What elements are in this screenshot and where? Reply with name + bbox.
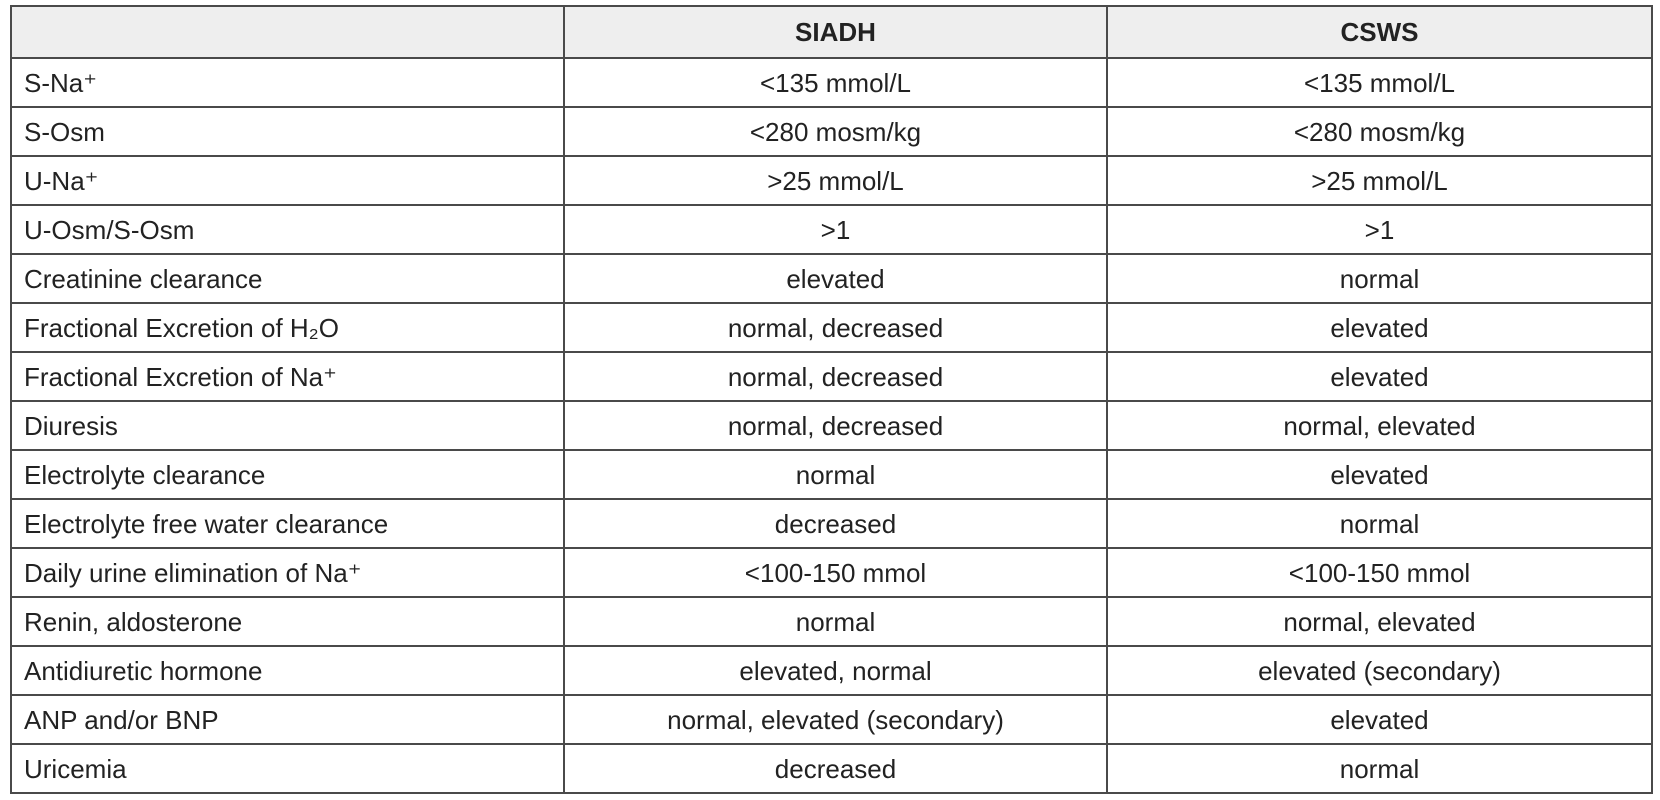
- table-row: [11, 156, 1652, 205]
- row-csws-cell: <135 mmol/L: [1107, 58, 1652, 107]
- row-siadh-cell: normal, decreased: [564, 401, 1107, 450]
- header-siadh: SIADH: [564, 6, 1107, 58]
- table-row: [11, 58, 1652, 107]
- table-row: [11, 744, 1652, 793]
- table-body: [11, 58, 1652, 793]
- row-siadh-cell: >25 mmol/L: [564, 156, 1107, 205]
- row-parameter-cell: Fractional Excretion of H₂O: [11, 303, 564, 352]
- table-row: [11, 499, 1652, 548]
- table-row: [11, 646, 1652, 695]
- row-parameter-cell: Electrolyte clearance: [11, 450, 564, 499]
- header-csws: CSWS: [1107, 6, 1652, 58]
- row-csws-cell: elevated: [1107, 352, 1652, 401]
- row-csws-cell: >25 mmol/L: [1107, 156, 1652, 205]
- table-row: [11, 450, 1652, 499]
- row-siadh-cell: <100-150 mmol: [564, 548, 1107, 597]
- row-siadh-cell: decreased: [564, 499, 1107, 548]
- row-csws-cell: normal: [1107, 744, 1652, 793]
- table-row: [11, 303, 1652, 352]
- row-parameter-cell: Daily urine elimination of Na⁺: [11, 548, 564, 597]
- table-row: [11, 352, 1652, 401]
- row-csws-cell: elevated (secondary): [1107, 646, 1652, 695]
- row-siadh-cell: normal: [564, 450, 1107, 499]
- row-csws-cell: elevated: [1107, 695, 1652, 744]
- row-parameter-cell: Fractional Excretion of Na⁺: [11, 352, 564, 401]
- table-row: [11, 205, 1652, 254]
- header-row: [11, 6, 1652, 58]
- row-siadh-cell: <135 mmol/L: [564, 58, 1107, 107]
- table-row: [11, 254, 1652, 303]
- row-parameter-cell: Renin, aldosterone: [11, 597, 564, 646]
- row-parameter-cell: ANP and/or BNP: [11, 695, 564, 744]
- row-csws-cell: elevated: [1107, 303, 1652, 352]
- table-row: [11, 548, 1652, 597]
- row-siadh-cell: <280 mosm/kg: [564, 107, 1107, 156]
- row-csws-cell: elevated: [1107, 450, 1652, 499]
- table-row: [11, 401, 1652, 450]
- row-csws-cell: normal, elevated: [1107, 401, 1652, 450]
- table-row: [11, 597, 1652, 646]
- row-siadh-cell: normal, decreased: [564, 303, 1107, 352]
- table-row: [11, 107, 1652, 156]
- row-siadh-cell: normal: [564, 597, 1107, 646]
- row-parameter-cell: Diuresis: [11, 401, 564, 450]
- row-parameter-cell: U-Osm/S-Osm: [11, 205, 564, 254]
- row-siadh-cell: decreased: [564, 744, 1107, 793]
- row-csws-cell: <280 mosm/kg: [1107, 107, 1652, 156]
- row-parameter-cell: U-Na⁺: [11, 156, 564, 205]
- row-siadh-cell: normal, elevated (secondary): [564, 695, 1107, 744]
- row-csws-cell: normal, elevated: [1107, 597, 1652, 646]
- row-parameter-cell: Creatinine clearance: [11, 254, 564, 303]
- header-parameter: [11, 6, 564, 58]
- row-csws-cell: normal: [1107, 254, 1652, 303]
- comparison-table-container: [10, 5, 1651, 794]
- row-csws-cell: >1: [1107, 205, 1652, 254]
- row-parameter-cell: Antidiuretic hormone: [11, 646, 564, 695]
- row-siadh-cell: normal, decreased: [564, 352, 1107, 401]
- row-parameter-cell: S-Osm: [11, 107, 564, 156]
- row-csws-cell: normal: [1107, 499, 1652, 548]
- row-siadh-cell: elevated: [564, 254, 1107, 303]
- row-siadh-cell: elevated, normal: [564, 646, 1107, 695]
- row-parameter-cell: Uricemia: [11, 744, 564, 793]
- row-csws-cell: <100-150 mmol: [1107, 548, 1652, 597]
- table-header: [11, 6, 1652, 58]
- siadh-csws-comparison-table: [10, 5, 1653, 794]
- row-parameter-cell: Electrolyte free water clearance: [11, 499, 564, 548]
- table-row: [11, 695, 1652, 744]
- row-siadh-cell: >1: [564, 205, 1107, 254]
- row-parameter-cell: S-Na⁺: [11, 58, 564, 107]
